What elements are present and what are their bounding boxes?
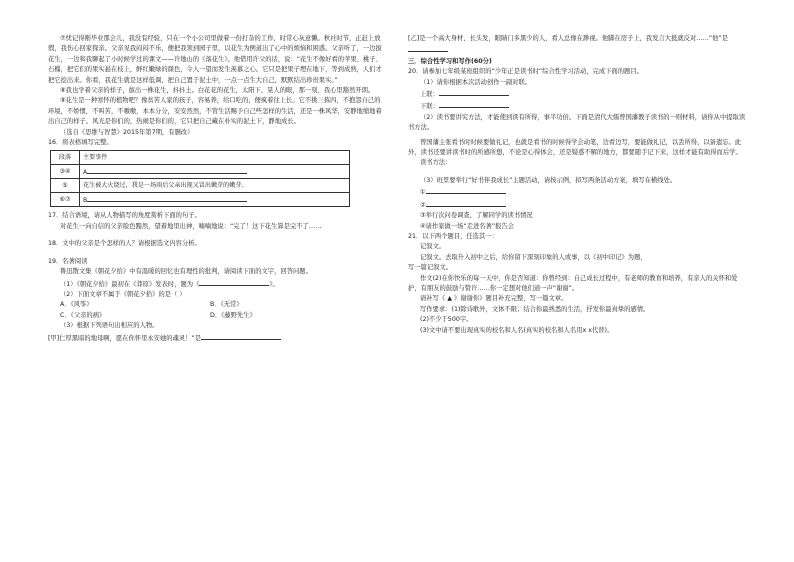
question-20-2: （2）读书要讲究方法，才能使到读有所得，事半功倍。下面是清代大儒曾国藩教子读书的一则材料，请你从中提取读书方法。 [408, 113, 746, 132]
couplet-upper-blank[interactable] [439, 88, 509, 96]
question-20-1: （1）请你根据本次活动创作一副对联。 [420, 78, 532, 86]
question-19-2: （2）下面文章不属于《朝花夕拾》的是（ ） [60, 290, 186, 298]
couplet-lower: 下联： [408, 100, 748, 112]
question-19: 19．名著阅读 [48, 257, 88, 265]
table-header-para: 段落 [51, 151, 80, 165]
couplet-upper: 上联： [408, 88, 748, 100]
topic-1: 记叙文。去取升入初中之后，给你留下深刻印象的人或事，以《初中印记》为题， [420, 253, 647, 261]
plan-3: ③举行次问卷调查，了解同学的读书情况 [420, 212, 533, 220]
table-cell-para: ⑤ [51, 179, 80, 193]
option-b[interactable]: B．《无常》 [210, 301, 243, 309]
right-column [408, 34, 748, 336]
question-19-1: （1）《朝花夕拾》最初在《莽原》发表时，题为《 》。 [48, 278, 384, 290]
question-20-3: （3）班里要举行“好书伴我成长”主题活动，请按示例，拟写两条活动方案，填写在横线处。 [420, 176, 677, 184]
plan-2: ② [408, 199, 748, 211]
option-d[interactable]: D．《藤野先生》 [210, 311, 256, 319]
paragraph-7: ⑦忧记得刚毕业那会儿，我没有经验，只在一个小公司里做着一份打杂的工作，时常心灰意懒。秋社时节，正赶上放假，我伤心回家探亲。父亲见我闷闷不乐，便把我领到园子里，以花生为例道出了心中的烦恼和困惑。父亲听了，一边拔花生，一边和我聊起了小时候学过的课文——许地山的《落花生》。他借用许父的话，说：“花生不像好看的苹果、桃子、石榴，把它们的果实悬在枝上，鲜红嫩绿的颜色，令人一望而发生羡慕之心。它只是把果子埋在地下，等到成熟，人们才把它挖出来。你看，我花生就是这样低调，把自己置于泥土中，一点一点生大自己，默默结出珍贵果实。” [48, 35, 382, 84]
topic-1-label: 记叙文。 [420, 243, 446, 251]
topic-1-end: 写一篇记叙文。 [408, 264, 453, 272]
table-cell-event[interactable]: A [80, 165, 350, 179]
couplet-lower-blank[interactable] [439, 100, 509, 108]
section-3-title: 三．综合性学习和写作(60分) [408, 57, 492, 65]
question-21: 21．以下两个题目，任选其一： [408, 232, 498, 240]
table-row [51, 179, 350, 193]
paragraph-9: ⑨花生是一种寒怀的植物吧？像贫苦人家的孩子，容易养，给口吃的，便疯着往上长。它不挑三拣四，不抱怨自己的环境，不娇惯，不叫苦，不嗷嗷，本本分分，安安然然，不管生活赐予自己些怎样的生活，还是一株风华，安静地缩地着出自己的样子。风光是你们的，热闹是你们的，它只把自己藏在朴实的泥土下，静地成长。 [48, 97, 382, 126]
event-table [50, 150, 350, 207]
table-row [51, 193, 350, 207]
table-header-event: 主要事件 [80, 151, 350, 165]
answer-blank-b[interactable] [87, 194, 247, 202]
option-c[interactable]: C．《父亲的病》 [60, 311, 106, 319]
question-16: 16．将表格填写完整。 [48, 139, 113, 147]
table-header-row [51, 151, 350, 165]
table-cell-event[interactable]: B [80, 193, 350, 207]
plan-4: ④请作家做一场“走进名著”报告会 [420, 222, 515, 230]
table-row [51, 165, 350, 179]
plan-1-blank[interactable] [426, 186, 506, 194]
option-a[interactable]: A．《风筝》 [60, 301, 93, 309]
table-cell-para: ③④ [51, 165, 80, 179]
plan-1: ① [408, 186, 748, 198]
writing-requirement-2: (2)不少于500字。 [420, 316, 473, 324]
paragraph-8: ⑧我也学着父亲的样子，拔出一株花生，抖抖土。白花花的花生，太阳下，晃人的眼，那一刻，我心里豁然开朗。 [60, 87, 375, 95]
table-cell-para: ⑥⑦ [51, 193, 80, 207]
question-19-3: （3）根据下列语句出相应的人物。 [60, 322, 159, 330]
answer-blank-a[interactable] [87, 166, 247, 174]
options-grid [48, 300, 348, 321]
answer-blank-19-3-a[interactable] [201, 332, 281, 340]
source-note: （选自《思维与智慧》2015年第7期，有删改） [60, 128, 194, 136]
question-19-3-b: [乙]是一个高大身材，长头发，眼睛门多黑少的人，看人总像在渺视。他脚在房子上，我发言大抵就反对……”他”是 [408, 34, 748, 57]
question-18: 18．文中的父亲是个怎样的人？请根据选文内容分析。 [48, 240, 201, 248]
question-19-intro: 鲁迅散文集《朝花夕拾》中有温暖的回忆也有理性的批判，请阅读下面的文字，回答问题。 [60, 268, 312, 276]
question-20: 20．请参加七年级某班组织的“少年正是读书时”综合性学习活动，完成下面的题目。 [408, 68, 643, 76]
left-column [48, 34, 384, 344]
writing-requirement-3: (3)文中请不要出现真实的校名和人名(真实的校名和人名用x x代替)。 [420, 326, 614, 334]
topic-2: 作文(2)在你快乐的每一天中，你是否知道：你曾经到：自己成长过程中，有老师的教育和培养，有亲人的关怀和爱护，有朋友的鼓励与赞许……你一定想对他们道一声“谢谢”。 [408, 274, 738, 292]
question-17-quote: 对花生一向自信的父亲脸色黯然，望着地里出神，喃喃地说：“完了！这下花生算是完不了…… [60, 222, 322, 230]
answer-blank-19-1[interactable] [199, 278, 269, 286]
writing-requirement-1: 写作要求：(1)除诗歌外，文体不限；结合你最熟悉的生活，抒发你最真挚的感情。 [420, 305, 650, 313]
reading-method-label: 读书方法： [420, 159, 452, 167]
plan-2-blank[interactable] [426, 199, 506, 207]
table-cell-event: 花生被大火烧过，我是一场雨后父亲出现又冒出嫩芽的嫩芽。 [80, 179, 350, 193]
question-20-2-text: 曾国藩主张看书时时候要做礼记，也就是看书的时候得学会动笔，边看边写，要能做礼记，以丢所得，以备遗忘。此外，读书还要讲读书时的所感所想，不论是心得体会，还是疑惑不解的地方，都要随手记下来，这样才能有助得而后学。 [408, 138, 742, 157]
question-19-3-a: [甲]仁厚黑暗的地母啊，愿在你怀里永安她的魂灵！”是 [48, 332, 384, 344]
question-17: 17．结合语境，请从人物描写的角度赏析下面的句子。 [48, 212, 201, 220]
topic-2-requirement: 请补写《 ▲ 》谢谢你》题目补充完整，写一篇文章。 [420, 295, 568, 303]
answer-blank-19-3-b[interactable] [408, 44, 448, 52]
